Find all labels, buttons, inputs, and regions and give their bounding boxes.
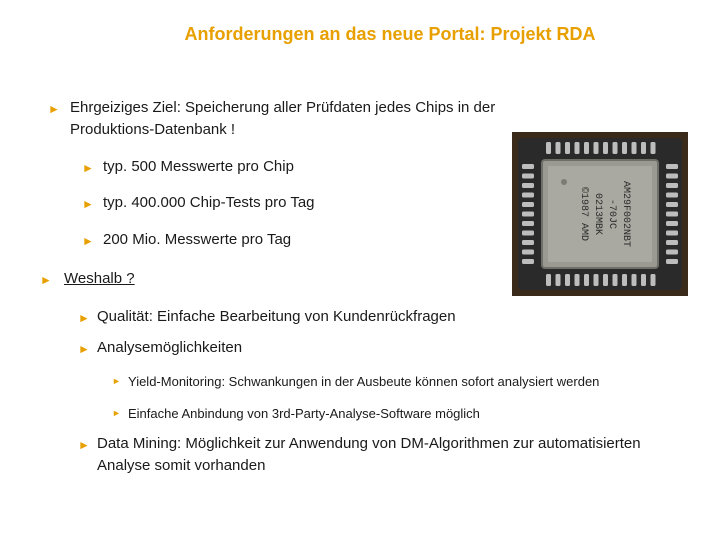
socket-pin [603, 274, 608, 286]
socket-pin [666, 212, 678, 217]
bullet-data-mining [97, 433, 641, 477]
bullet-third-party: Einfache Anbindung von 3rd-Party-Analyse-Software möglich [128, 406, 480, 421]
bullet-goal-line1: Ehrgeiziges Ziel: Speicherung aller Prüfdaten jedes Chips in der [70, 99, 496, 116]
socket-pin [522, 193, 534, 198]
chip-photo [512, 132, 688, 296]
socket-pin [556, 142, 561, 154]
bullet-arrow-icon: ► [82, 161, 94, 175]
bullet-analysis: Analysemöglichkeiten [97, 339, 243, 356]
bullet-arrow-icon: ► [82, 234, 94, 248]
socket-pin [522, 212, 534, 217]
socket-pin [666, 259, 678, 264]
socket-pin [603, 142, 608, 154]
socket-pin [666, 221, 678, 226]
socket-pin [575, 274, 580, 286]
socket-pin [666, 164, 678, 169]
chip-marking-line: AM29F002NBT [620, 180, 631, 248]
socket-pin [666, 240, 678, 245]
bullet-measurements-per-day: 200 Mio. Messwerte pro Tag [103, 231, 292, 248]
bullet-arrow-icon: ► [82, 197, 94, 211]
socket-pin [632, 142, 637, 154]
socket-pin [522, 183, 534, 188]
socket-pin [522, 221, 534, 226]
socket-pin [594, 142, 599, 154]
socket-pin [666, 193, 678, 198]
bullet-data-mining-line2: Analyse somit vorhanden [97, 457, 266, 474]
bullet-yield-monitoring: Yield-Monitoring: Schwankungen in der Ausbeute können sofort analysiert werden [128, 374, 600, 389]
socket-pin [556, 274, 561, 286]
chip-marking-line: ©1987 AMD [578, 186, 589, 242]
bullet-arrow-icon: ► [48, 102, 60, 116]
socket-pin [522, 164, 534, 169]
bullet-arrow-icon: ► [40, 273, 52, 287]
socket-pin [522, 174, 534, 179]
socket-pin [666, 250, 678, 255]
socket-pin [522, 240, 534, 245]
socket-pin [666, 202, 678, 207]
slide-title: Anforderungen an das neue Portal: Projekt RDA [184, 24, 596, 44]
socket-pin [522, 250, 534, 255]
socket-pin [651, 142, 656, 154]
socket-pin [613, 274, 618, 286]
socket-pin [565, 142, 570, 154]
socket-pin [546, 274, 551, 286]
socket-pin [641, 274, 646, 286]
bullet-arrow-icon: ► [78, 342, 90, 356]
bullet-data-mining-line1: Data Mining: Möglichkeit zur Anwendung von DM-Algorithmen zur automatisierten [97, 435, 641, 452]
socket-pin [584, 274, 589, 286]
bullet-goal-line2: Produktions-Datenbank ! [70, 121, 236, 138]
bullet-arrow-icon: ► [78, 311, 90, 325]
socket-pin [565, 274, 570, 286]
bullet-goal [70, 97, 495, 141]
socket-pin [641, 142, 646, 154]
socket-pin [632, 274, 637, 286]
socket-pin [613, 142, 618, 154]
socket-pin [522, 202, 534, 207]
bullet-why: Weshalb ? [64, 270, 135, 287]
socket-pin [651, 274, 656, 286]
socket-pin [666, 231, 678, 236]
bullet-arrow-icon: ► [112, 376, 121, 386]
socket-pin [666, 174, 678, 179]
socket-pin [666, 183, 678, 188]
socket-pin [522, 231, 534, 236]
bullet-arrow-icon: ► [112, 408, 121, 418]
socket-pin [594, 274, 599, 286]
socket-pin [522, 259, 534, 264]
socket-pin [546, 142, 551, 154]
socket-pin [622, 274, 627, 286]
bullet-measurements-per-chip: typ. 500 Messwerte pro Chip [103, 158, 294, 175]
bullet-quality: Qualität: Einfache Bearbeitung von Kundenrückfragen [97, 308, 456, 325]
bullet-arrow-icon: ► [78, 438, 90, 452]
chip-marking-line: -70JC [606, 198, 617, 230]
socket-pin [584, 142, 589, 154]
bullet-chip-tests-per-day: typ. 400.000 Chip-Tests pro Tag [103, 194, 315, 211]
chip-marking-line: 0213MBK [592, 192, 603, 236]
socket-pin [575, 142, 580, 154]
socket-pin [622, 142, 627, 154]
